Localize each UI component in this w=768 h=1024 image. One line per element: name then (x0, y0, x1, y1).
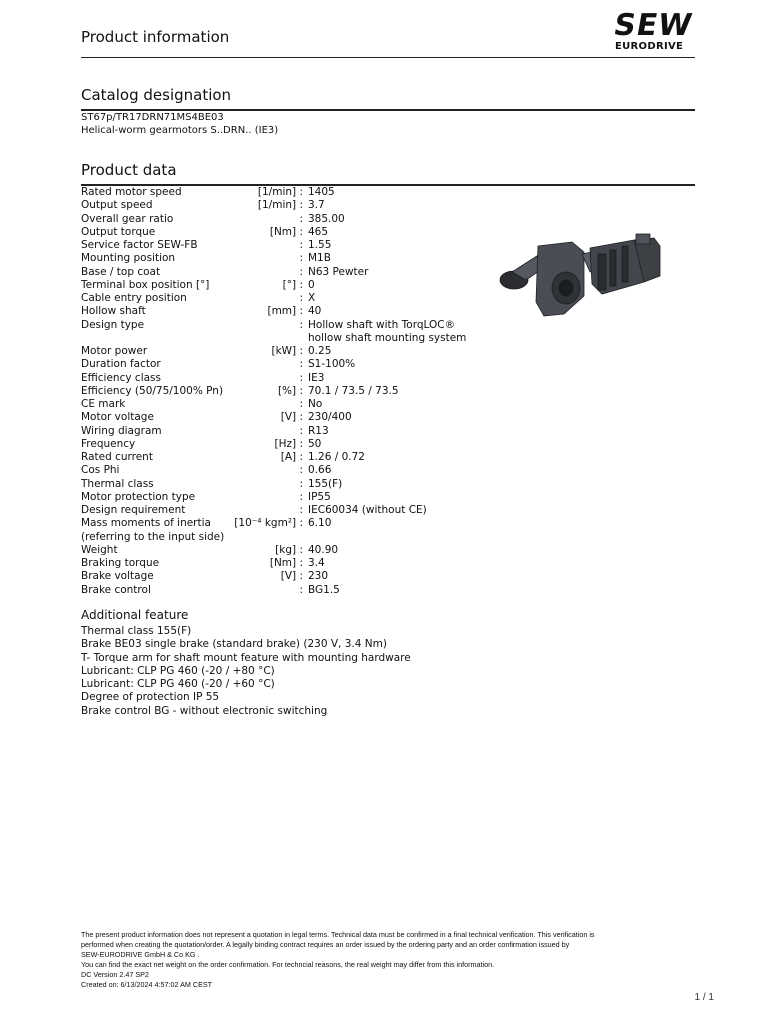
additional-feature-item: Brake control BG - without electronic switching (81, 704, 328, 717)
data-row-label: Output torque (81, 225, 156, 238)
data-row (81, 557, 481, 570)
data-row-label: Motor power (81, 345, 148, 357)
data-row-label: Efficiency class (81, 371, 161, 384)
data-row (81, 398, 481, 411)
data-row-value: hollow shaft mounting system (308, 331, 467, 344)
additional-feature-item: Degree of protection IP 55 (81, 691, 220, 704)
data-row-label: Mounting position (81, 252, 176, 265)
catalog-divider (81, 109, 695, 111)
data-row-unit: : (299, 504, 303, 516)
data-row-unit: [kW] : (271, 345, 303, 357)
data-row (81, 372, 481, 385)
additional-feature-item: Brake BE03 single brake (standard brake) (230 V, 3.4 Nm) (81, 638, 387, 651)
data-row-value: No (308, 398, 323, 410)
logo-sew-text: SEW (611, 8, 696, 43)
data-row-label: Wiring diagram (81, 424, 162, 437)
data-row-unit: [Nm] : (269, 225, 303, 238)
catalog-code: ST67p/TR17DRN71MS4BE03 (81, 112, 224, 123)
data-row-label: Motor protection type (81, 490, 196, 503)
data-row (81, 279, 481, 292)
data-row-unit: : (299, 318, 303, 331)
data-row-unit: : (299, 265, 303, 278)
data-row-value: 3.7 (308, 199, 325, 212)
data-row-unit: [%] : (277, 384, 303, 397)
footer-line: Created on: 6/13/2024 4:57:02 AM CEST (81, 980, 213, 989)
data-row-value: M1B (308, 252, 331, 265)
data-row-value: 155(F) (308, 477, 343, 490)
additional-feature-title: Additional feature (81, 608, 189, 622)
data-row (81, 425, 481, 438)
data-row-label: Hollow shaft (81, 305, 146, 318)
data-row-label: Service factor SEW-FB (81, 239, 198, 251)
footer-line: SEW-EURODRIVE GmbH & Co KG . (81, 950, 200, 959)
data-row-unit: : (299, 371, 303, 384)
data-row-value: BG1.5 (308, 583, 340, 596)
data-row-label: (referring to the input side) (81, 530, 225, 543)
data-row (81, 266, 481, 279)
data-row-label: Frequency (81, 437, 136, 450)
data-row (81, 226, 481, 239)
data-row-value: IEC60034 (without CE) (308, 504, 427, 516)
data-row-label: Brake control (81, 583, 151, 596)
data-row-unit: [1/min] : (257, 199, 303, 212)
data-row-value: 3.4 (308, 557, 325, 569)
data-row-value: 0.25 (308, 345, 332, 357)
data-row-unit: : (299, 239, 303, 251)
data-row-label: CE mark (81, 398, 126, 410)
data-row-value: 1.26 / 0.72 (308, 451, 365, 463)
data-row (81, 186, 481, 199)
data-row-unit: : (299, 398, 303, 410)
data-row (81, 464, 481, 477)
data-row-label: Design requirement (81, 504, 186, 516)
data-row-unit: : (299, 252, 303, 265)
product-data-table (81, 186, 481, 597)
data-row-value: S1-100% (308, 358, 356, 371)
data-row-label: Efficiency (50/75/100% Pn) (81, 384, 224, 397)
footer-line: performed when creating the quotation/order. A legally binding contract requires an order issued by the ordering party and an order confirmation issued by (81, 940, 570, 949)
header-divider (81, 57, 695, 58)
data-row-value: 70.1 / 73.5 / 73.5 (308, 384, 399, 397)
product-data-title: Product data (81, 161, 177, 179)
footer-line: DC Version 2.47 SP2 (81, 970, 149, 979)
additional-feature-item: Lubricant: CLP PG 460 (-20 / +80 °C) (81, 664, 275, 677)
data-row-unit: [1/min] : (257, 186, 303, 198)
data-row-value: R13 (308, 424, 329, 437)
data-row (81, 451, 481, 464)
data-row (81, 345, 481, 358)
data-row-label: Cable entry position (81, 292, 187, 304)
data-row (81, 358, 481, 371)
footer-line: The present product information does not represent a quotation in legal terms. Technical data must be confirmed in a final technical verification. This verification is (81, 930, 595, 939)
data-row-unit: [°] : (282, 278, 303, 291)
data-row-unit: : (299, 464, 303, 477)
data-row-value: 50 (308, 437, 322, 450)
data-row (81, 504, 481, 517)
data-row-unit: [kg] : (275, 543, 303, 556)
additional-feature-item: Thermal class 155(F) (81, 625, 192, 637)
data-row-label: Mass moments of inertia (81, 517, 211, 530)
data-row-value: 230/400 (308, 411, 352, 424)
data-row-unit: : (299, 424, 303, 437)
data-row (81, 213, 481, 226)
data-row (81, 199, 481, 212)
data-row-label: Rated current (81, 451, 153, 463)
data-row (81, 517, 481, 530)
data-row-unit: : (299, 212, 303, 225)
data-row (81, 531, 481, 544)
data-row-label: Output speed (81, 199, 153, 212)
data-row-value: 465 (308, 225, 329, 238)
data-row-unit: [V] : (280, 570, 303, 583)
data-row-unit: [Hz] : (274, 437, 303, 450)
page-header-title: Product information (81, 28, 230, 46)
additional-feature-list (81, 625, 411, 718)
data-row (81, 252, 481, 265)
data-row-label: Braking torque (81, 557, 160, 569)
data-row-unit: [A] : (280, 451, 303, 463)
data-row-label: Duration factor (81, 358, 161, 371)
logo-eurodrive-text: EURODRIVE (615, 41, 684, 52)
gearmotor-image (494, 232, 664, 332)
data-row-value: 40 (308, 305, 322, 318)
data-row-label: Terminal box position [°] (81, 278, 210, 291)
data-row-value: 1405 (308, 186, 335, 198)
page-number: 1 / 1 (694, 992, 714, 1003)
additional-feature-item: Lubricant: CLP PG 460 (-20 / +60 °C) (81, 678, 275, 690)
data-row-value: 385.00 (308, 212, 345, 225)
data-row-label: Thermal class (81, 477, 154, 490)
data-row-value: 0.66 (308, 464, 332, 477)
data-row (81, 332, 481, 345)
data-row-label: Design type (81, 318, 145, 331)
data-row-value: 1.55 (308, 239, 332, 251)
data-row (81, 478, 481, 491)
catalog-designation-title: Catalog designation (81, 86, 232, 104)
data-row-value: IE3 (308, 371, 325, 384)
data-row-label: Rated motor speed (81, 186, 182, 198)
data-row-unit: : (299, 292, 303, 304)
data-row (81, 584, 481, 597)
sew-eurodrive-logo (611, 8, 696, 54)
data-row (81, 438, 481, 451)
data-row-label: Brake voltage (81, 570, 154, 583)
data-row-unit: : (299, 490, 303, 503)
data-row-value: IP55 (308, 490, 331, 503)
data-row-unit: [Nm] : (269, 557, 303, 569)
data-row-value: 0 (308, 278, 315, 291)
data-row-label: Motor voltage (81, 411, 154, 424)
data-row (81, 239, 481, 252)
data-row (81, 292, 481, 305)
data-row-unit: : (299, 583, 303, 596)
data-row-value: 40.90 (308, 543, 339, 556)
data-row-value: 230 (308, 570, 329, 583)
disclaimer-footer (81, 930, 701, 990)
data-row-label: Cos Phi (81, 464, 120, 477)
data-row-label: Base / top coat (81, 265, 161, 278)
data-row-value: Hollow shaft with TorqLOC® (308, 318, 456, 331)
data-row-label: Overall gear ratio (81, 212, 174, 225)
data-row-unit: [V] : (280, 411, 303, 424)
data-row (81, 570, 481, 583)
data-row (81, 305, 481, 318)
data-row-value: N63 Pewter (308, 265, 369, 278)
data-row-unit: [mm] : (267, 305, 303, 318)
data-row-unit: [10⁻⁴ kgm²] : (234, 517, 303, 530)
data-row (81, 385, 481, 398)
data-row (81, 411, 481, 424)
data-row (81, 491, 481, 504)
data-row-unit: : (299, 358, 303, 371)
data-row (81, 544, 481, 557)
data-row (81, 319, 481, 332)
data-row-value: X (308, 292, 316, 304)
data-row-label: Weight (81, 543, 118, 556)
footer-line: You can find the exact net weight on the order confirmation. For techncial reasons, the real weight may differ from this information. (81, 960, 495, 969)
data-row-unit: : (299, 477, 303, 490)
catalog-description: Helical-worm gearmotors S..DRN.. (IE3) (81, 125, 279, 136)
data-row-value: 6.10 (308, 517, 332, 530)
additional-feature-item: T- Torque arm for shaft mount feature with mounting hardware (81, 651, 411, 664)
